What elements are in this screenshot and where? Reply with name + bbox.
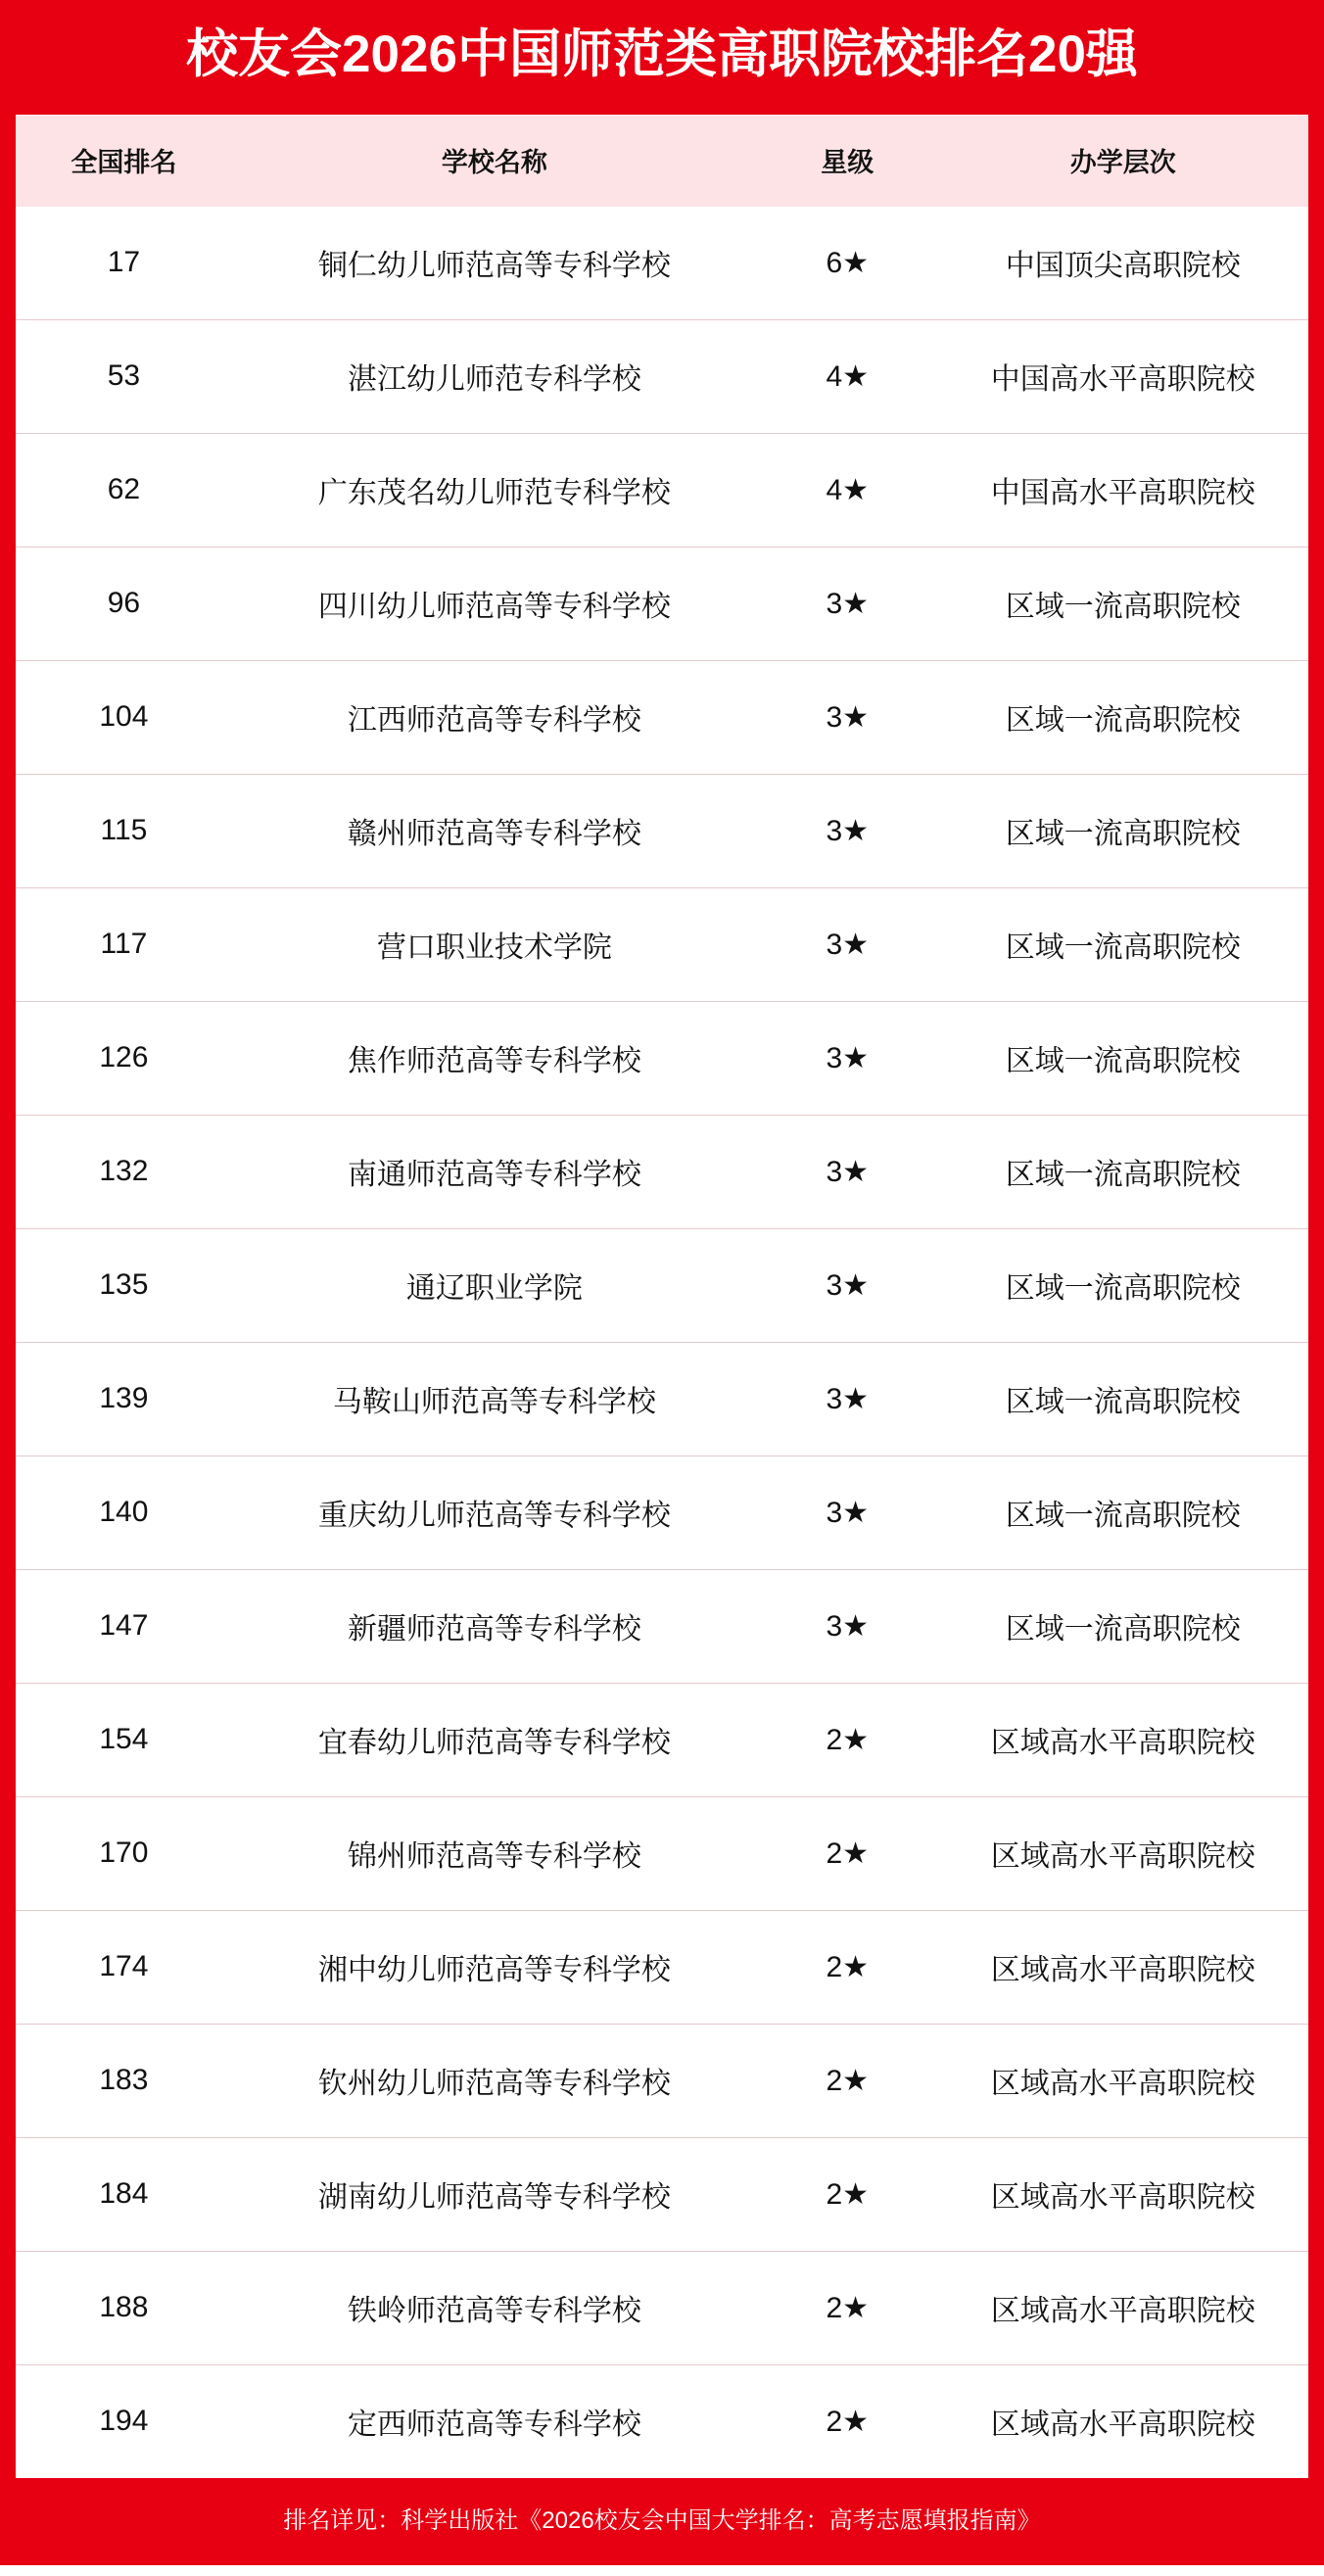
cell-star: 3★ — [757, 547, 937, 660]
footer-bar — [0, 2478, 1324, 2565]
cell-name: 锦州师范高等专科学校 — [232, 1796, 757, 1910]
table-row — [16, 1115, 1308, 1228]
cell-star: 3★ — [757, 1342, 937, 1455]
table-header-row — [16, 115, 1308, 207]
cell-name: 宜春幼儿师范高等专科学校 — [232, 1683, 757, 1796]
cell-rank: 17 — [16, 207, 232, 320]
column-header-name: 学校名称 — [232, 115, 757, 207]
cell-star: 3★ — [757, 1228, 937, 1342]
cell-name: 南通师范高等专科学校 — [232, 1115, 757, 1228]
table-row — [16, 433, 1308, 547]
cell-name: 铜仁幼儿师范高等专科学校 — [232, 207, 757, 320]
cell-rank: 132 — [16, 1115, 232, 1228]
column-header-level: 办学层次 — [937, 115, 1308, 207]
cell-rank: 174 — [16, 1910, 232, 2024]
table-header — [16, 115, 1308, 207]
cell-star: 2★ — [757, 1683, 937, 1796]
cell-name: 湖南幼儿师范高等专科学校 — [232, 2137, 757, 2251]
cell-star: 2★ — [757, 2137, 937, 2251]
table-row — [16, 207, 1308, 320]
cell-name: 焦作师范高等专科学校 — [232, 1001, 757, 1115]
cell-rank: 139 — [16, 1342, 232, 1455]
cell-name: 四川幼儿师范高等专科学校 — [232, 547, 757, 660]
table-row — [16, 2024, 1308, 2137]
source-note: 排名详见：科学出版社《2026校友会中国大学排名：高考志愿填报指南》 — [283, 2506, 1041, 2534]
cell-name: 湘中幼儿师范高等专科学校 — [232, 1910, 757, 2024]
cell-rank: 126 — [16, 1001, 232, 1115]
cell-name: 钦州幼儿师范高等专科学校 — [232, 2024, 757, 2137]
cell-level: 区域一流高职院校 — [937, 1001, 1308, 1115]
cell-rank: 154 — [16, 1683, 232, 1796]
column-header-rank: 全国排名 — [16, 115, 232, 207]
cell-level: 区域一流高职院校 — [937, 887, 1308, 1001]
table-body — [16, 207, 1308, 2478]
cell-level: 区域高水平高职院校 — [937, 1683, 1308, 1796]
cell-level: 区域高水平高职院校 — [937, 2137, 1308, 2251]
cell-name: 广东茂名幼儿师范专科学校 — [232, 433, 757, 547]
cell-level: 区域一流高职院校 — [937, 660, 1308, 774]
table-row — [16, 2364, 1308, 2478]
cell-name: 新疆师范高等专科学校 — [232, 1569, 757, 1683]
table-row — [16, 1910, 1308, 2024]
table-row — [16, 1796, 1308, 1910]
cell-star: 3★ — [757, 1115, 937, 1228]
cell-rank: 117 — [16, 887, 232, 1001]
title-bar — [0, 0, 1324, 115]
cell-rank: 53 — [16, 319, 232, 433]
cell-name: 重庆幼儿师范高等专科学校 — [232, 1455, 757, 1569]
cell-star: 3★ — [757, 1455, 937, 1569]
table-row — [16, 547, 1308, 660]
cell-name: 铁岭师范高等专科学校 — [232, 2251, 757, 2364]
cell-level: 区域一流高职院校 — [937, 774, 1308, 887]
ranking-table — [16, 115, 1308, 2478]
table-row — [16, 1455, 1308, 1569]
cell-star: 3★ — [757, 1001, 937, 1115]
table-row — [16, 774, 1308, 887]
table-row — [16, 2251, 1308, 2364]
cell-level: 区域高水平高职院校 — [937, 1910, 1308, 2024]
cell-name: 湛江幼儿师范专科学校 — [232, 319, 757, 433]
cell-star: 2★ — [757, 1796, 937, 1910]
cell-name: 江西师范高等专科学校 — [232, 660, 757, 774]
cell-name: 赣州师范高等专科学校 — [232, 774, 757, 887]
cell-level: 区域高水平高职院校 — [937, 2251, 1308, 2364]
cell-level: 中国高水平高职院校 — [937, 319, 1308, 433]
ranking-table-container — [16, 115, 1308, 2478]
cell-rank: 115 — [16, 774, 232, 887]
table-row — [16, 887, 1308, 1001]
cell-rank: 104 — [16, 660, 232, 774]
cell-rank: 188 — [16, 2251, 232, 2364]
column-header-star: 星级 — [757, 115, 937, 207]
cell-star: 3★ — [757, 660, 937, 774]
cell-star: 4★ — [757, 319, 937, 433]
cell-rank: 194 — [16, 2364, 232, 2478]
cell-level: 区域一流高职院校 — [937, 1569, 1308, 1683]
cell-star: 2★ — [757, 1910, 937, 2024]
cell-level: 中国高水平高职院校 — [937, 433, 1308, 547]
cell-rank: 147 — [16, 1569, 232, 1683]
cell-star: 4★ — [757, 433, 937, 547]
cell-star: 2★ — [757, 2364, 937, 2478]
cell-level: 区域高水平高职院校 — [937, 1796, 1308, 1910]
cell-star: 2★ — [757, 2024, 937, 2137]
cell-rank: 96 — [16, 547, 232, 660]
cell-rank: 140 — [16, 1455, 232, 1569]
cell-level: 区域一流高职院校 — [937, 1342, 1308, 1455]
table-row — [16, 1683, 1308, 1796]
cell-level: 区域高水平高职院校 — [937, 2364, 1308, 2478]
cell-star: 3★ — [757, 887, 937, 1001]
cell-name: 定西师范高等专科学校 — [232, 2364, 757, 2478]
table-row — [16, 660, 1308, 774]
cell-level: 区域一流高职院校 — [937, 1455, 1308, 1569]
table-row — [16, 1569, 1308, 1683]
table-row — [16, 1342, 1308, 1455]
cell-level: 区域一流高职院校 — [937, 1228, 1308, 1342]
cell-rank: 184 — [16, 2137, 232, 2251]
cell-star: 3★ — [757, 1569, 937, 1683]
cell-star: 3★ — [757, 774, 937, 887]
cell-level: 区域一流高职院校 — [937, 547, 1308, 660]
cell-level: 区域一流高职院校 — [937, 1115, 1308, 1228]
cell-level: 区域高水平高职院校 — [937, 2024, 1308, 2137]
cell-rank: 170 — [16, 1796, 232, 1910]
page-title: 校友会2026中国师范类高职院校排名20强 — [186, 25, 1138, 83]
cell-rank: 183 — [16, 2024, 232, 2137]
cell-name: 营口职业技术学院 — [232, 887, 757, 1001]
cell-star: 6★ — [757, 207, 937, 320]
cell-level: 中国顶尖高职院校 — [937, 207, 1308, 320]
table-row — [16, 1228, 1308, 1342]
table-row — [16, 319, 1308, 433]
table-row — [16, 1001, 1308, 1115]
cell-name: 通辽职业学院 — [232, 1228, 757, 1342]
table-row — [16, 2137, 1308, 2251]
cell-rank: 135 — [16, 1228, 232, 1342]
cell-name: 马鞍山师范高等专科学校 — [232, 1342, 757, 1455]
cell-star: 2★ — [757, 2251, 937, 2364]
cell-rank: 62 — [16, 433, 232, 547]
